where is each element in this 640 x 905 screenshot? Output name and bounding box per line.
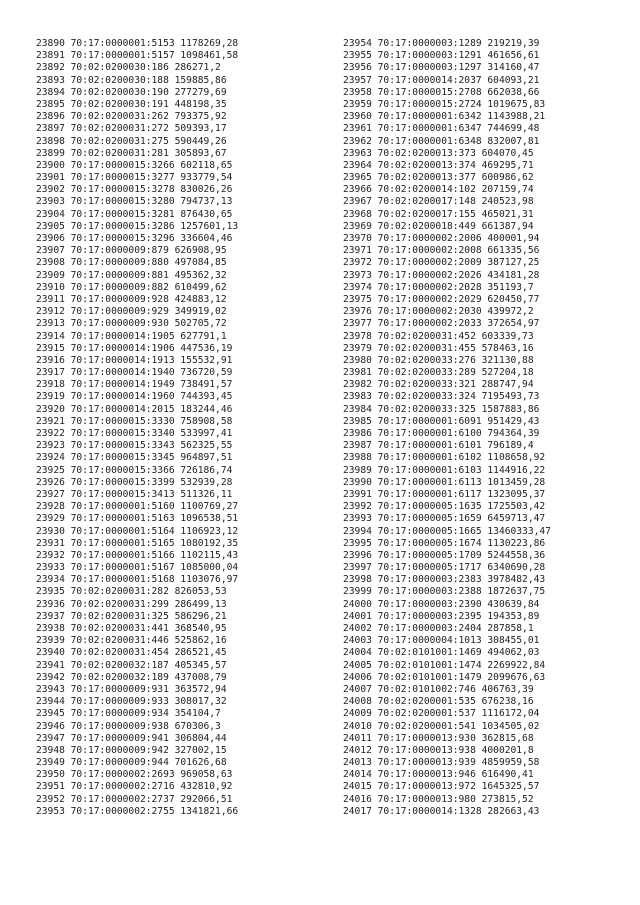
table-row: 23902 70:17:0000015:3278 830026,26 bbox=[36, 184, 233, 196]
table-row: 23915 70:17:0000014:1906 447536,19 bbox=[36, 342, 233, 354]
table-row: 23912 70:17:0000009:929 349919,02 bbox=[36, 306, 227, 318]
table-row: 23914 70:17:0000014:1905 627791,1 bbox=[36, 330, 227, 342]
table-row: 23926 70:17:0000015:3399 532939,28 bbox=[36, 476, 233, 488]
table-row: 23955 70:17:0000003:1291 461656,61 bbox=[343, 50, 540, 62]
table-row: 23943 70:17:0000009:931 363572,94 bbox=[36, 683, 227, 695]
table-row: 23979 70:02:0200031:455 578463,16 bbox=[343, 342, 534, 354]
table-row: 24006 70:02:0101001:1479 2099676,63 bbox=[343, 671, 546, 683]
table-row: 23994 70:17:0000005:1665 13460333,47 bbox=[343, 525, 551, 537]
table-row: 23946 70:17:0000009:938 670306,3 bbox=[36, 720, 221, 732]
table-row: 23910 70:17:0000009:882 610499,62 bbox=[36, 281, 227, 293]
table-row: 23929 70:17:0000001:5163 1096538,51 bbox=[36, 513, 239, 525]
left-column bbox=[36, 38, 238, 818]
table-row: 24010 70:02:0200001:541 1034505,02 bbox=[343, 720, 540, 732]
table-row: 23970 70:17:0000002:2006 400001,94 bbox=[343, 233, 540, 244]
table-row: 23965 70:02:0200013:377 600986,62 bbox=[343, 172, 534, 184]
table-row: 23957 70:17:0000014:2037 604093,21 bbox=[343, 74, 540, 86]
table-row: 23894 70:02:0200030:190 277279,69 bbox=[36, 86, 227, 98]
table-row: 23891 70:17:0000001:5157 1098461,58 bbox=[36, 50, 239, 62]
table-row: 24015 70:17:0000013:972 1645325,57 bbox=[343, 781, 540, 793]
table-row: 23972 70:17:0000002:2009 387127,25 bbox=[343, 257, 540, 269]
table-row: 24000 70:17:0000003:2390 430639,84 bbox=[343, 598, 540, 610]
table-row: 23947 70:17:0000009:941 306804,44 bbox=[36, 732, 227, 744]
table-row: 24001 70:17:0000003:2395 194353,89 bbox=[343, 610, 540, 622]
table-row: 23961 70:17:0000001:6347 744699,48 bbox=[343, 123, 540, 135]
table-row: 23998 70:17:0000003:2383 3978482,43 bbox=[343, 574, 546, 586]
table-row: 23930 70:17:0000001:5164 1106923,12 bbox=[36, 525, 239, 537]
table-row: 23976 70:17:0000002:2030 439972,2 bbox=[343, 306, 534, 318]
table-row: 23981 70:02:0200033:289 527204,18 bbox=[343, 367, 534, 379]
table-row: 23959 70:17:0000015:2724 1019675,83 bbox=[343, 98, 546, 110]
table-row: 23949 70:17:0000009:944 701626,68 bbox=[36, 757, 227, 769]
table-row: 23953 70:17:0000002:2755 1341821,66 bbox=[36, 805, 239, 817]
table-row: 23905 70:17:0000015:3286 1257601,13 bbox=[36, 220, 239, 232]
table-row: 23940 70:02:0200031:454 286521,45 bbox=[36, 647, 227, 659]
table-row: 23999 70:17:0000003:2388 1872637,75 bbox=[343, 586, 546, 598]
table-row: 23933 70:17:0000001:5167 1085000,04 bbox=[36, 562, 239, 574]
table-row: 23948 70:17:0000009:942 327002,15 bbox=[36, 744, 227, 756]
table-row: 23917 70:17:0000014:1940 736720,59 bbox=[36, 367, 233, 379]
table-row: 23982 70:02:0200033:321 288747,94 bbox=[343, 379, 534, 391]
table-row: 23938 70:02:0200031:441 368540,95 bbox=[36, 623, 227, 634]
table-row: 23969 70:02:0200018:449 661387,94 bbox=[343, 220, 534, 232]
table-row: 23897 70:02:0200031:272 509393,17 bbox=[36, 123, 227, 135]
table-row: 23989 70:17:0000001:6103 1144916,22 bbox=[343, 464, 546, 476]
table-row: 23964 70:02:0200013:374 469295,71 bbox=[343, 159, 534, 171]
table-row: 23971 70:17:0000002:2008 661335,56 bbox=[343, 245, 540, 257]
table-row: 23936 70:02:0200031:299 286499,13 bbox=[36, 598, 227, 610]
table-row: 23928 70:17:0000001:5160 1100769,27 bbox=[36, 501, 239, 513]
table-row: 23954 70:17:0000003:1289 219219,39 bbox=[343, 38, 540, 49]
table-row: 23945 70:17:0000009:934 354104,7 bbox=[36, 708, 221, 720]
table-row: 24004 70:02:0101001:1469 494062,03 bbox=[343, 647, 540, 659]
table-row: 23986 70:17:0000001:6100 794364,39 bbox=[343, 428, 540, 439]
table-row: 23899 70:02:0200031:281 305893,67 bbox=[36, 147, 227, 159]
table-row: 23960 70:17:0000001:6342 1143988,21 bbox=[343, 111, 546, 123]
table-row: 23980 70:02:0200033:276 321130,88 bbox=[343, 354, 534, 366]
table-row: 23925 70:17:0000015:3366 726186,74 bbox=[36, 464, 233, 476]
table-row: 23984 70:02:0200033:325 1587883,86 bbox=[343, 403, 540, 415]
table-row: 24014 70:17:0000013:946 616490,41 bbox=[343, 769, 534, 781]
table-row: 23895 70:02:0200030:191 448198,35 bbox=[36, 98, 227, 110]
table-row: 23988 70:17:0000001:6102 1108658,92 bbox=[343, 452, 546, 464]
table-row: 23892 70:02:0200030:186 286271,2 bbox=[36, 62, 221, 74]
table-row: 23973 70:17:0000002:2026 434181,28 bbox=[343, 269, 540, 281]
table-row: 23908 70:17:0000009:880 497084,85 bbox=[36, 257, 227, 269]
table-row: 23901 70:17:0000015:3277 933779,54 bbox=[36, 172, 233, 184]
table-row: 23991 70:17:0000001:6117 1323095,37 bbox=[343, 488, 546, 500]
table-row: 24007 70:02:0101002:746 406763,39 bbox=[343, 683, 534, 695]
table-row: 24013 70:17:0000013:939 4859959,58 bbox=[343, 757, 540, 769]
table-row: 23921 70:17:0000015:3330 758908,58 bbox=[36, 415, 233, 427]
table-row: 23997 70:17:0000005:1717 6340690,28 bbox=[343, 562, 546, 574]
table-row: 23900 70:17:0000015:3266 602118,65 bbox=[36, 159, 233, 171]
table-row: 23898 70:02:0200031:275 590449,26 bbox=[36, 135, 227, 147]
table-row: 23922 70:17:0000015:3340 533997,41 bbox=[36, 428, 233, 439]
table-row: 23993 70:17:0000005:1659 6459713,47 bbox=[343, 513, 546, 525]
table-row: 24002 70:17:0000003:2404 287858,1 bbox=[343, 623, 534, 634]
table-row: 23962 70:17:0000001:6348 832007,81 bbox=[343, 135, 540, 147]
table-row: 24009 70:02:0200001:537 1116172,04 bbox=[343, 708, 540, 720]
table-row: 23896 70:02:0200031:262 793375,92 bbox=[36, 111, 227, 123]
table-row: 23944 70:17:0000009:933 308017,32 bbox=[36, 696, 227, 708]
table-row: 24017 70:17:0000014:1328 282663,43 bbox=[343, 805, 540, 817]
table-row: 23906 70:17:0000015:3296 336604,46 bbox=[36, 233, 233, 244]
table-row: 24003 70:17:0000004:1013 308455,01 bbox=[343, 635, 540, 647]
right-column bbox=[343, 38, 551, 818]
table-row: 23987 70:17:0000001:6101 796189,4 bbox=[343, 440, 534, 452]
table-row: 23893 70:02:0200030:188 159885,86 bbox=[36, 74, 227, 86]
table-row: 23942 70:02:0200032:189 437008,79 bbox=[36, 671, 227, 683]
table-row: 23935 70:02:0200031:282 826053,53 bbox=[36, 586, 227, 598]
table-row: 24005 70:02:0101001:1474 2269922,84 bbox=[343, 659, 546, 671]
table-row: 23927 70:17:0000015:3413 511326,11 bbox=[36, 488, 233, 500]
table-row: 23920 70:17:0000014:2015 183244,46 bbox=[36, 403, 233, 415]
table-row: 23913 70:17:0000009:930 502705,72 bbox=[36, 318, 227, 330]
table-row: 23919 70:17:0000014:1960 744393,45 bbox=[36, 391, 233, 403]
table-row: 23956 70:17:0000003:1297 314160,47 bbox=[343, 62, 540, 74]
table-row: 23975 70:17:0000002:2029 620450,77 bbox=[343, 293, 540, 305]
table-row: 23963 70:02:0200013:373 604070,45 bbox=[343, 147, 534, 159]
table-row: 23890 70:17:0000001:5153 1178269,28 bbox=[36, 38, 239, 49]
table-row: 23983 70:02:0200033:324 7195493,73 bbox=[343, 391, 540, 403]
table-row: 23932 70:17:0000001:5166 1102115,43 bbox=[36, 549, 239, 561]
table-row: 23952 70:17:0000002:2737 292066,51 bbox=[36, 793, 233, 805]
table-row: 23995 70:17:0000005:1674 1130223,86 bbox=[343, 537, 546, 549]
table-row: 23992 70:17:0000005:1635 1725503,42 bbox=[343, 501, 546, 513]
table-row: 23985 70:17:0000001:6091 951429,43 bbox=[343, 415, 540, 427]
table-row: 23939 70:02:0200031:446 525862,16 bbox=[36, 635, 227, 647]
table-row: 23974 70:17:0000002:2028 351193,7 bbox=[343, 281, 534, 293]
table-row: 23966 70:02:0200014:102 207159,74 bbox=[343, 184, 534, 196]
table-row: 23967 70:02:0200017:148 240523,98 bbox=[343, 196, 534, 208]
table-row: 23909 70:17:0000009:881 495362,32 bbox=[36, 269, 227, 281]
table-row: 24016 70:17:0000013:980 273815,52 bbox=[343, 793, 534, 805]
table-row: 24008 70:02:0200001:535 676238,16 bbox=[343, 696, 534, 708]
table-row: 23903 70:17:0000015:3280 794737,13 bbox=[36, 196, 233, 208]
table-row: 23934 70:17:0000001:5168 1103076,97 bbox=[36, 574, 239, 586]
table-row: 23977 70:17:0000002:2033 372654,97 bbox=[343, 318, 540, 330]
table-row: 23916 70:17:0000014:1913 155532,91 bbox=[36, 354, 233, 366]
table-row: 23950 70:17:0000002:2693 969058,63 bbox=[36, 769, 233, 781]
table-row: 23978 70:02:0200031:452 603339,73 bbox=[343, 330, 534, 342]
table-row: 23907 70:17:0000009:879 626908,95 bbox=[36, 245, 227, 257]
table-row: 23990 70:17:0000001:6113 1013459,28 bbox=[343, 476, 546, 488]
table-row: 23918 70:17:0000014:1949 738491,57 bbox=[36, 379, 233, 391]
table-row: 23968 70:02:0200017:155 465021,31 bbox=[343, 208, 534, 220]
table-row: 23911 70:17:0000009:928 424883,12 bbox=[36, 293, 227, 305]
table-row: 23923 70:17:0000015:3343 562325,55 bbox=[36, 440, 233, 452]
table-row: 23958 70:17:0000015:2708 662038,66 bbox=[343, 86, 540, 98]
table-row: 24012 70:17:0000013:938 4000201,8 bbox=[343, 744, 534, 756]
table-row: 23951 70:17:0000002:2716 432810,92 bbox=[36, 781, 233, 793]
table-row: 23931 70:17:0000001:5165 1080192,35 bbox=[36, 537, 239, 549]
table-row: 23996 70:17:0000005:1709 5244558,36 bbox=[343, 549, 546, 561]
table-row: 23941 70:02:0200032:187 405345,57 bbox=[36, 659, 227, 671]
table-row: 23937 70:02:0200031:325 586296,21 bbox=[36, 610, 227, 622]
table-row: 23924 70:17:0000015:3345 964897,51 bbox=[36, 452, 233, 464]
table-row: 23904 70:17:0000015:3281 876430,65 bbox=[36, 208, 233, 220]
table-row: 24011 70:17:0000013:930 362815,68 bbox=[343, 732, 534, 744]
